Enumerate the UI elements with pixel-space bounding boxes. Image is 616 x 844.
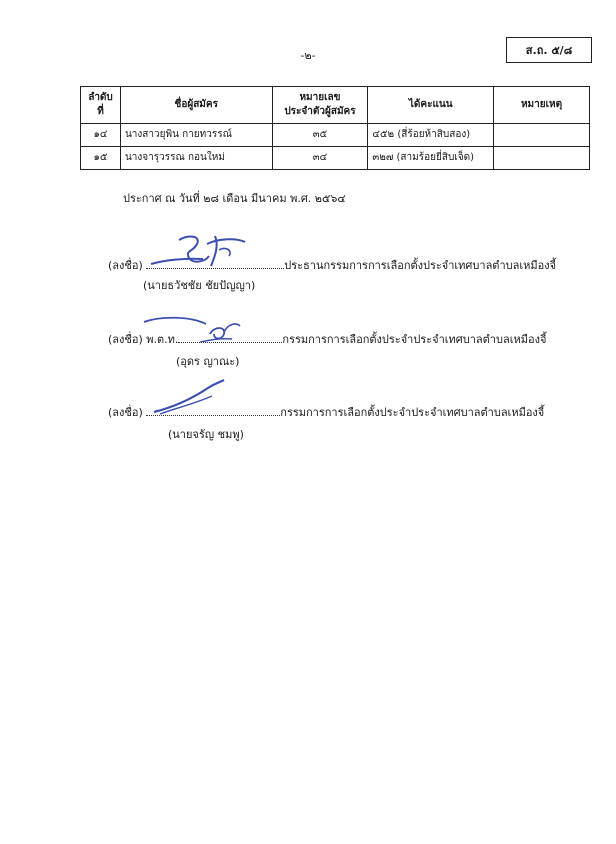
signature-role: กรรมการการเลือกตั้งประจำประจำเทศบาลตำบลเหมืองจี้	[282, 333, 547, 346]
signature-line	[146, 258, 284, 269]
cell-number: ๓๕	[272, 124, 368, 147]
results-table	[80, 86, 590, 170]
cell-number: ๓๔	[272, 147, 368, 170]
signature-role: ประธานกรรมการการเลือกตั้งประจำเทศบาลตำบลเหมืองจี้	[284, 259, 557, 272]
cell-name: นางสาวยุพิน กายทวรรณ์	[120, 124, 272, 147]
table-row	[81, 147, 590, 170]
cell-score: ๓๒๗ (สามร้อยยี่สิบเจ็ด)	[368, 147, 494, 170]
table-row	[81, 124, 590, 147]
cell-name: นางจารุวรรณ กอนใหม่	[120, 147, 272, 170]
form-code-box: ส.ถ. ๕/๘	[506, 37, 592, 63]
page-number: -๒-	[300, 49, 316, 62]
signature-block-2: (ลงชื่อ) พ.ต.ท. กรรมการการเลือกตั้งประจำประจำเทศบาลตำบลเหมืองจี้	[108, 333, 547, 346]
col-name-header: ชื่อผู้สมัคร	[120, 87, 272, 124]
cell-remark	[494, 124, 590, 147]
col-score-header: ได้คะแนน	[368, 87, 494, 124]
col-seq-header: ลำดับ ที่	[81, 87, 121, 124]
cell-seq: ๑๕	[81, 147, 121, 170]
col-remark-header: หมายเหตุ	[494, 87, 590, 124]
signatory-name-3: (นายจรัญ ชมพู)	[168, 428, 244, 441]
signature-line	[146, 405, 280, 416]
signatory-name-1: (นายธวัชชัย ชัยปัญญา)	[143, 279, 256, 292]
table-header-row	[81, 87, 590, 124]
signature-block-3: (ลงชื่อ) กรรมการการเลือกตั้งประจำประจำเทศบาลตำบลเหมืองจี้	[108, 406, 545, 419]
col-number-header: หมายเลข ประจำตัวผู้สมัคร	[272, 87, 368, 124]
signature-role: กรรมการการเลือกตั้งประจำประจำเทศบาลตำบลเหมืองจี้	[280, 406, 545, 419]
cell-remark	[494, 147, 590, 170]
announcement-date: ประกาศ ณ วันที่ ๒๘ เดือน มีนาคม พ.ศ. ๒๕๖๔	[123, 192, 346, 205]
signature-block-1: (ลงชื่อ) ประธานกรรมการการเลือกตั้งประจำเทศบาลตำบลเหมืองจี้	[108, 259, 557, 272]
cell-score: ๔๕๒ (สี่ร้อยห้าสิบสอง)	[368, 124, 494, 147]
signatory-name-2: (อุดร ญาณะ)	[176, 355, 240, 368]
signature-line	[178, 332, 282, 343]
cell-seq: ๑๔	[81, 124, 121, 147]
